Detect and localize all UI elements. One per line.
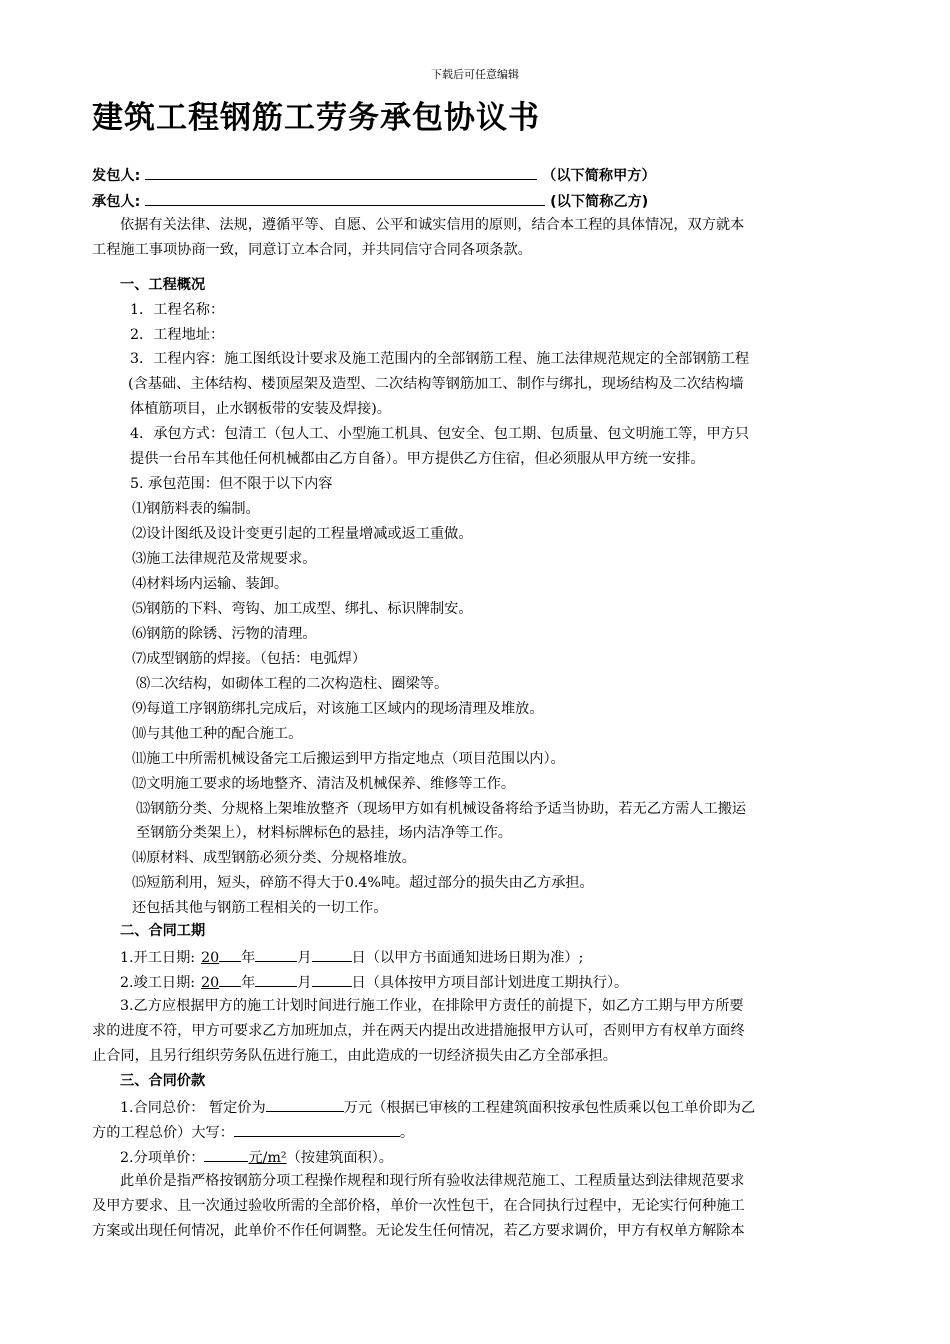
start-month-blank[interactable]: [255, 947, 297, 962]
month-label: 月: [297, 950, 312, 966]
end-month-blank[interactable]: [255, 972, 297, 987]
unit-price-blank[interactable]: [204, 1147, 248, 1162]
start-date-label: 1.开工日期:: [120, 950, 196, 966]
page-header: 下载后可任意编辑: [431, 68, 519, 81]
total-price-blank[interactable]: [266, 1097, 344, 1112]
month-label: 月: [297, 975, 312, 991]
section-1-line: 2．工程地址：: [130, 327, 225, 343]
scope-item: ⒂短筋利用，短头，碎筋不得大于0.4%吨。超过部分的损失由乙方承担。: [132, 875, 594, 891]
total-price-words-line: [92, 1122, 414, 1142]
total-words-blank[interactable]: [234, 1122, 400, 1137]
total-price-desc: 万元（根据已审核的工程建筑面积按承包性质乘以包工单价即为乙: [343, 1100, 756, 1116]
clause-3-line: 求的进度不符，甲方可要求乙方加班加点，并在两天内提出改进措施报甲方认可，否则甲方有权单方面终: [92, 1023, 745, 1039]
employer-blank[interactable]: [145, 165, 537, 180]
clause-3-line: 3.乙方应根据甲方的施工计划时间进行施工作业，在排除甲方责任的前提下，如乙方工期与甲方所要: [120, 998, 744, 1014]
section-1-line: 提供一台吊车其他任何机械都由乙方自备）。甲方提供乙方住宿，但必须服从甲方统一安排。: [130, 451, 705, 467]
scope-item: ⑼每道工序钢筋绑扎完成后，对该施工区域内的现场清理及堆放。: [132, 701, 544, 717]
day-label: 日: [351, 975, 366, 991]
scope-item: ⑿文明施工要求的场地整齐、清洁及机械保养、维修等工作。: [132, 776, 516, 792]
day-label: 日: [351, 950, 366, 966]
unit-price-note: （按建筑面积）。: [286, 1150, 393, 1166]
year-label: 年: [241, 950, 256, 966]
unit-price-line: [120, 1147, 393, 1167]
price-para-line: 方案或出现任何情况，此单价不作任何调整。无论发生任何情况，若乙方要求调价，甲方有权单方解除本: [92, 1223, 745, 1239]
scope-item: ⒁原材料、成型钢筋必须分类、分规格堆放。: [132, 850, 416, 866]
contractor-label: 承包人:: [92, 194, 141, 210]
section-1-heading: 一、工程概况: [120, 277, 206, 293]
section-1-line: 体植筋项目，止水钢板带的安装及焊接)。: [130, 401, 391, 417]
scope-item: ⑹钢筋的除锈、污物的清理。: [132, 626, 317, 642]
unit-price-unit: 元/m²: [248, 1150, 287, 1166]
clause-3-line: 止合同，且另行组织劳务队伍进行施工，由此造成的一切经济损失由乙方全部承担。: [92, 1048, 617, 1064]
scope-item: ⑾施工中所需机械设备完工后搬运到甲方指定地点（项目范围以内）。: [132, 751, 565, 767]
price-para-line: 此单价是指严格按钢筋分项工程操作规程和现行所有验收法律规范施工、工程质量达到法律规范要求: [120, 1173, 745, 1189]
scope-item: ⒀钢筋分类、分规格上架堆放整齐（现场甲方如有机械设备将给予适当协助，若无乙方需人工搬运: [136, 801, 747, 817]
contractor-line: [92, 191, 648, 211]
scope-item: ⑸钢筋的下料、弯钩、加工成型、绑扎、标识牌制安。: [132, 601, 473, 617]
section-1-line: (含基础、主体结构、楼顶屋架及造型、二次结构等钢筋加工、制作与绑扎，现场结构及二次结构墙: [128, 376, 744, 392]
scope-item: ⑷材料场内运输、装卸。: [132, 576, 289, 592]
section-1-line: 1．工程名称：: [130, 302, 225, 318]
section-3-heading: 三、合同价款: [120, 1073, 206, 1089]
scope-item: ⑵设计图纸及设计变更引起的工程量增减或返工重做。: [132, 526, 473, 542]
total-words-end: 。: [399, 1125, 415, 1141]
year-label: 年: [241, 975, 256, 991]
scope-item: ⑻二次结构，如砌体工程的二次构造柱、圈梁等。: [136, 676, 449, 692]
employer-suffix: （以下简称甲方）: [542, 168, 656, 184]
end-day-blank[interactable]: [312, 972, 352, 987]
start-year-blank[interactable]: [219, 947, 241, 962]
end-date-line: [120, 972, 628, 992]
unit-price-label: 2.分项单价：: [120, 1150, 205, 1166]
total-price-label: 1.合同总价： 暂定价为: [120, 1100, 266, 1116]
document-title: 建筑工程钢筋工劳务承包协议书: [92, 100, 540, 136]
end-year-prefix: 20: [201, 975, 220, 991]
start-note: （以甲方书面通知进场日期为准）;: [365, 950, 584, 966]
total-price-line: [120, 1097, 755, 1117]
intro-line-2: 工程施工事项协商一致，同意订立本合同，并共同信守合同各项条款。: [92, 242, 532, 258]
start-year-prefix: 20: [201, 950, 220, 966]
scope-item: 至钢筋分类架上），材料标牌标色的悬挂，场内洁净等工作。: [136, 825, 512, 841]
contractor-blank[interactable]: [145, 191, 545, 206]
scope-item: ⑽与其他工种的配合施工。: [132, 726, 303, 742]
employer-line: [92, 165, 656, 185]
intro-line-1: 依据有关法律、法规，遵循平等、自愿、公平和诚实信用的原则，结合本工程的具体情况，双方就本: [120, 217, 745, 233]
section-2-heading: 二、合同工期: [120, 923, 206, 939]
scope-item: ⑺成型钢筋的焊接。（包括：电弧焊）: [132, 651, 367, 667]
end-date-label: 2.竣工日期:: [120, 975, 196, 991]
start-date-line: [120, 947, 583, 967]
section-1-line: 4．承包方式：包清工（包人工、小型施工机具、包安全、包工期、包质量、包文明施工等，甲方只: [130, 426, 750, 442]
scope-item: ⑴钢筋料表的编制。: [132, 501, 260, 517]
scope-item: ⑶施工法律规范及常规要求。: [132, 551, 317, 567]
end-note: （具体按甲方项目部计划进度工期执行）。: [365, 975, 629, 991]
end-year-blank[interactable]: [219, 972, 241, 987]
start-day-blank[interactable]: [312, 947, 352, 962]
employer-label: 发包人:: [92, 168, 141, 184]
contractor-suffix: (以下简称乙方): [550, 194, 649, 210]
total-words-label: 方的工程总价）大写：: [92, 1125, 234, 1141]
scope-item: 还包括其他与钢筋工程相关的一切工作。: [132, 900, 388, 916]
section-1-line: 5. 承包范围：但不限于以下内容: [130, 476, 333, 492]
price-para-line: 及甲方要求、且一次通过验收所需的全部价格，单价一次性包干，在合同执行过程中，无论实行何种施工: [92, 1198, 745, 1214]
section-1-line: 3．工程内容：施工图纸设计要求及施工范围内的全部钢筋工程、施工法律规范规定的全部钢筋工程: [130, 351, 750, 367]
